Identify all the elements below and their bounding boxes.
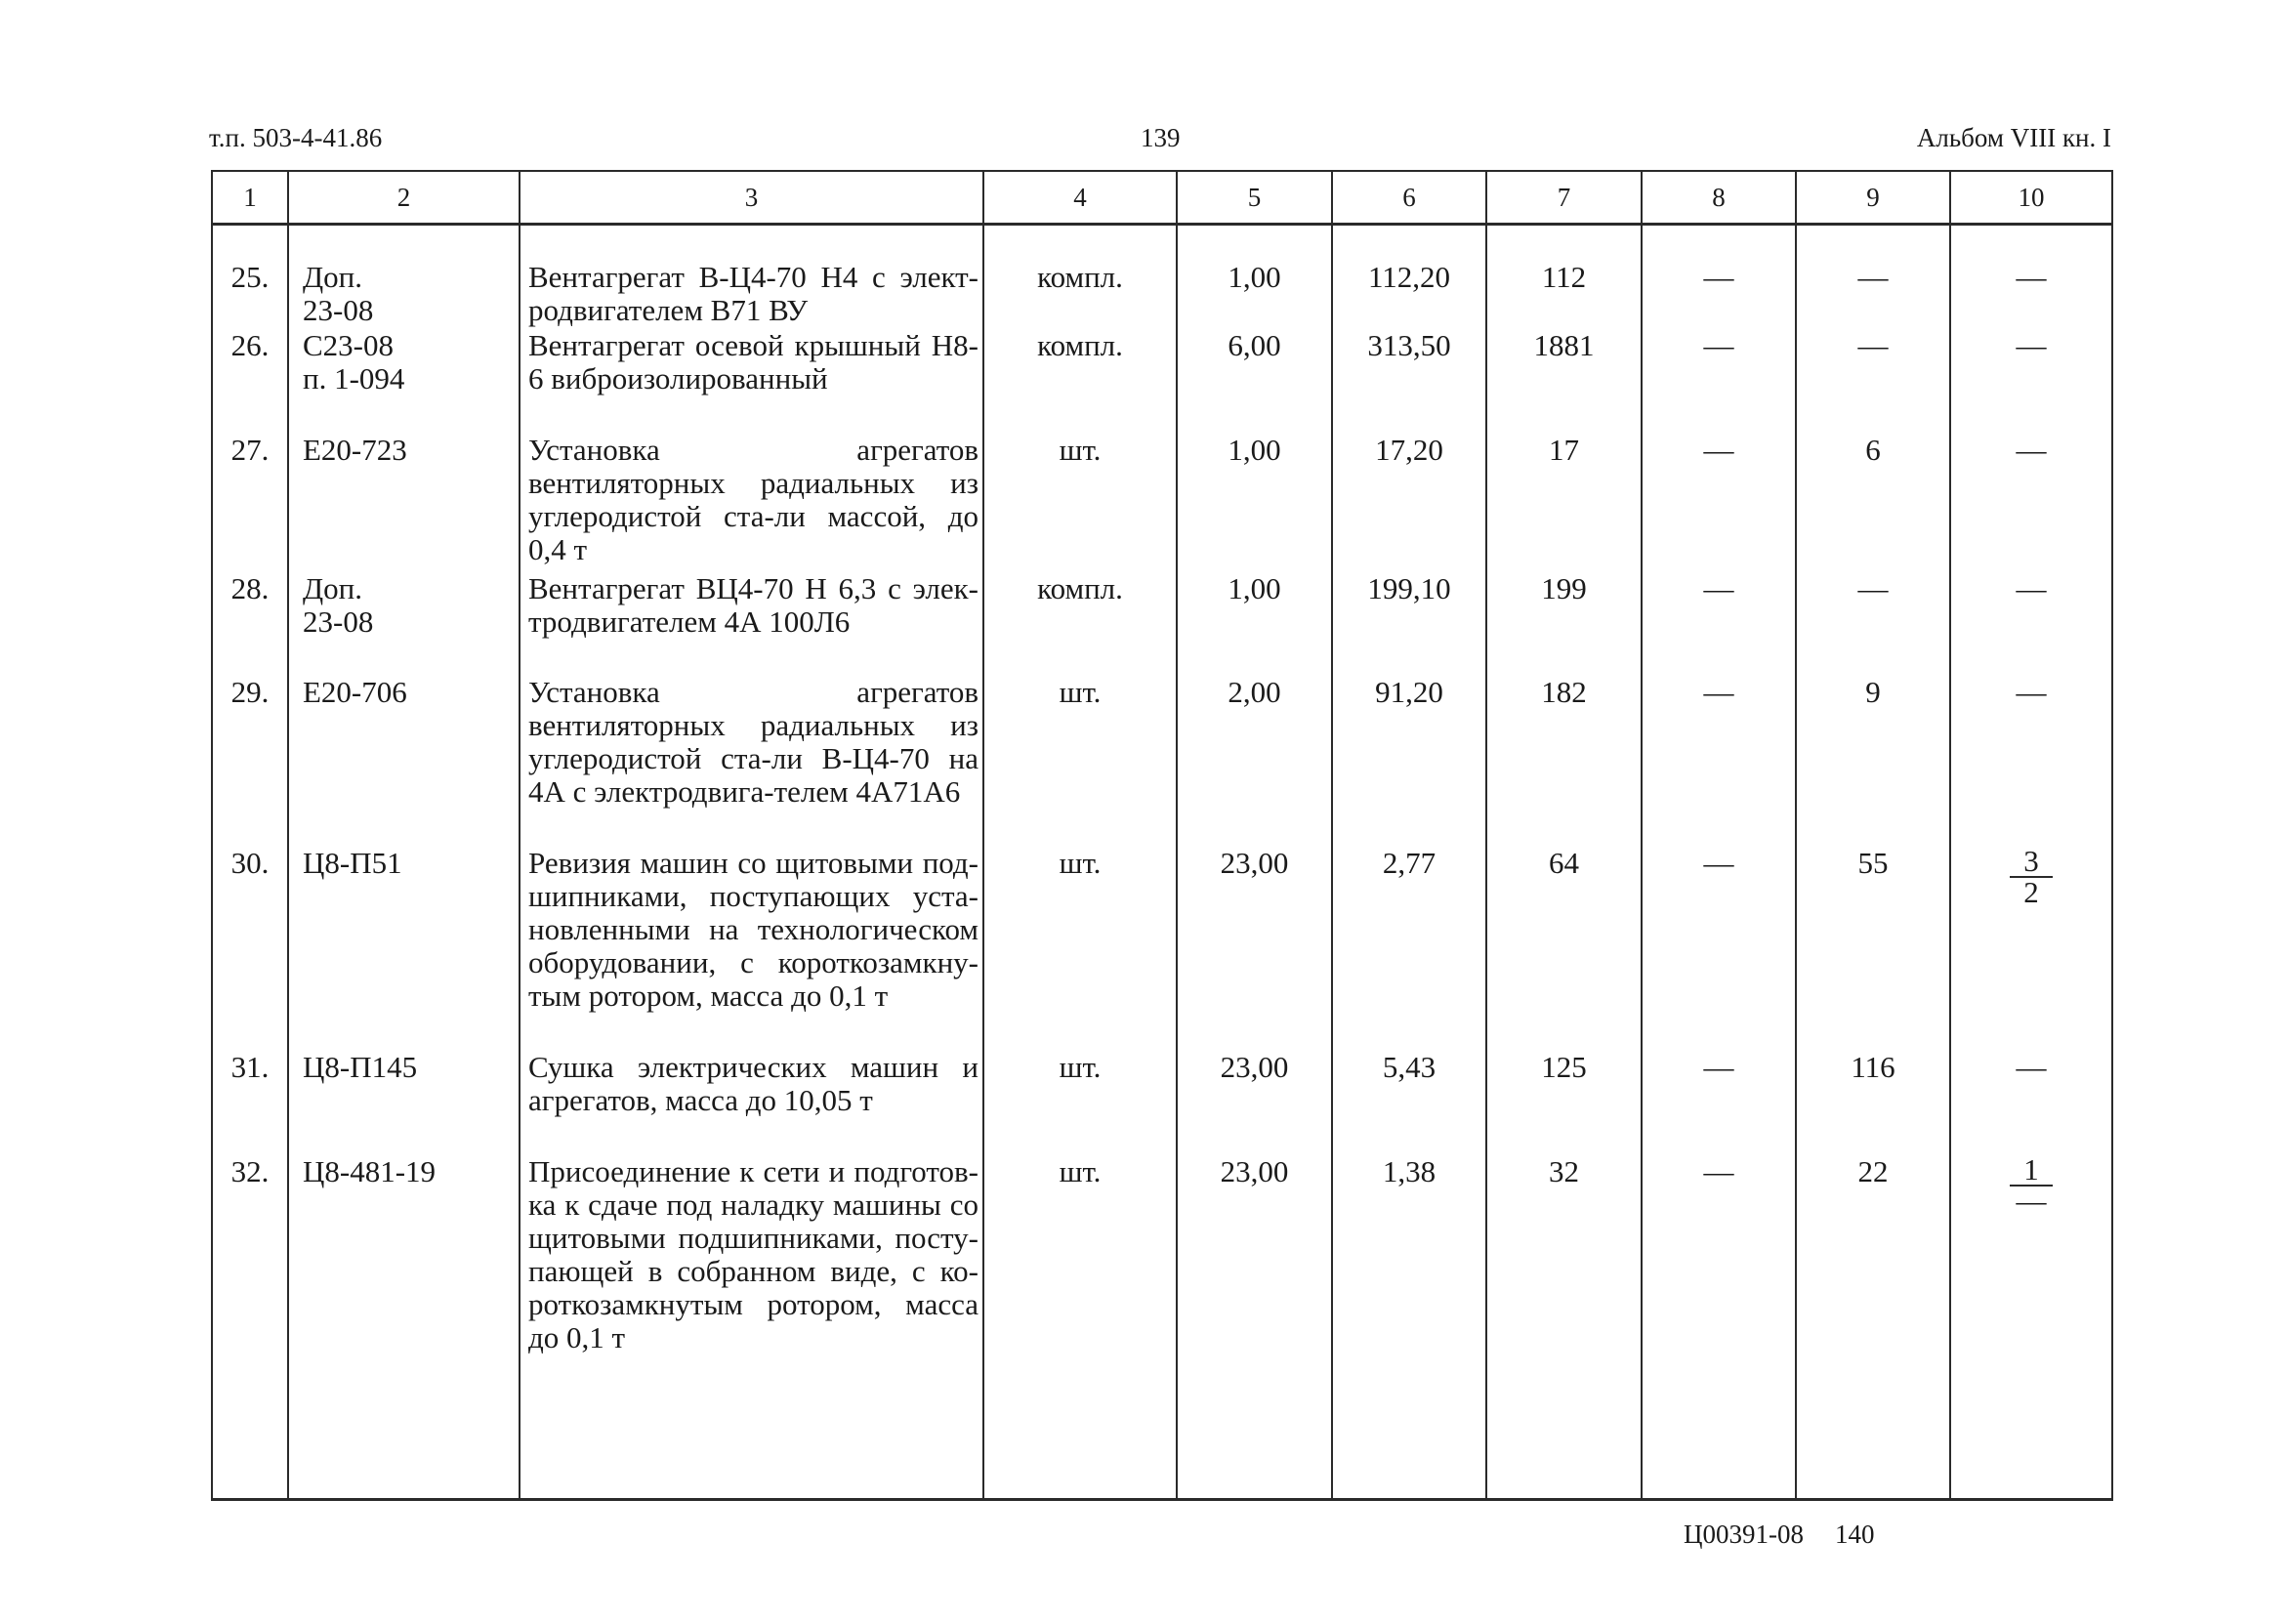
total-cost: 182 (1486, 676, 1642, 847)
rate-code (288, 434, 520, 572)
table-row (212, 329, 2112, 434)
rate-code (288, 847, 520, 1051)
unit-price: 112,20 (1332, 225, 1486, 329)
col10-value: — (1950, 1051, 2112, 1155)
col8-value: — (1642, 1051, 1796, 1155)
col10-value: — (1950, 329, 2112, 434)
rate-code-line: Доп. (303, 260, 362, 294)
unit-price: 313,50 (1332, 329, 1486, 434)
quantity: 6,00 (1177, 329, 1332, 434)
col9-value: 9 (1796, 676, 1950, 847)
rate-code-line: Е20-706 (303, 674, 407, 709)
col-header-1: 1 (212, 171, 288, 225)
work-description: Вентагрегат В-Ц4-70 Н4 с элект-родвигателем В71 ВУ (520, 225, 983, 329)
total-cost: 199 (1486, 572, 1642, 676)
rate-code (288, 1155, 520, 1500)
quantity: 1,00 (1177, 225, 1332, 329)
quantity: 23,00 (1177, 1051, 1332, 1155)
col-header-7: 7 (1486, 171, 1642, 225)
total-cost: 17 (1486, 434, 1642, 572)
col-header-5: 5 (1177, 171, 1332, 225)
rate-code-line: С23-08 (303, 327, 394, 362)
rate-code (288, 1051, 520, 1155)
quantity: 2,00 (1177, 676, 1332, 847)
col-header-9: 9 (1796, 171, 1950, 225)
work-description: Установка агрегатов вентиляторных радиальных из углеродистой ста-ли массой, до 0,4 т (520, 434, 983, 572)
col10-value: — (1950, 434, 2112, 572)
col-header-8: 8 (1642, 171, 1796, 225)
unit: шт. (983, 1155, 1177, 1500)
col8-value: — (1642, 676, 1796, 847)
col10-fraction (1950, 843, 2112, 1051)
col9-value: 22 (1796, 1155, 1950, 1500)
unit-price: 91,20 (1332, 676, 1486, 847)
rate-code (288, 572, 520, 676)
col8-value: — (1642, 329, 1796, 434)
quantity: 1,00 (1177, 572, 1332, 676)
work-description: Присоединение к сети и подготов-ка к сдаче под наладку машины со щитовыми подшипниками, посту-пающей в собранном виде, с ко-роткозамкнутым ротором, масса до 0,1 т (520, 1155, 983, 1500)
col9-value: — (1796, 225, 1950, 329)
col-header-4: 4 (983, 171, 1177, 225)
unit-price: 5,43 (1332, 1051, 1486, 1155)
footer-page-number: 140 (1835, 1520, 1875, 1549)
unit-price: 17,20 (1332, 434, 1486, 572)
fraction (2010, 843, 2053, 909)
unit: шт. (983, 434, 1177, 572)
col9-value: — (1796, 329, 1950, 434)
col8-value: — (1642, 1155, 1796, 1500)
col9-value: 6 (1796, 434, 1950, 572)
row-number: 25. (212, 225, 288, 329)
col10-fraction (1950, 1151, 2112, 1500)
work-description: Ревизия машин со щитовыми под-шипниками, поступающих уста-новленными на технологическом оборудовании, с короткозамкну-тым ротором, масса до 0,1 т (520, 847, 983, 1051)
header-album: Альбом VIII кн. I (1916, 123, 2111, 152)
rate-code-line: Ц8-П145 (303, 1049, 418, 1084)
unit-price: 1,38 (1332, 1155, 1486, 1500)
quantity: 1,00 (1177, 434, 1332, 572)
rate-code-line: Ц8-П51 (303, 845, 402, 880)
unit: компл. (983, 225, 1177, 329)
unit: компл. (983, 329, 1177, 434)
work-description: Сушка электрических машин и агрегатов, масса до 10,05 т (520, 1051, 983, 1155)
quantity: 23,00 (1177, 1155, 1332, 1500)
col9-value: 116 (1796, 1051, 1950, 1155)
header-doc-code: т.п. 503-4-41.86 (209, 123, 383, 152)
col10-value: — (1950, 225, 2112, 329)
total-cost: 1881 (1486, 329, 1642, 434)
header-page-number: 139 (1141, 123, 1181, 152)
col9-value: — (1796, 572, 1950, 676)
row-number: 29. (212, 676, 288, 847)
col8-value: — (1642, 225, 1796, 329)
row-number: 28. (212, 572, 288, 676)
col8-value: — (1642, 847, 1796, 1051)
col8-value: — (1642, 434, 1796, 572)
rate-code-line: Ц8-481-19 (303, 1153, 437, 1188)
table-row (212, 1155, 2112, 1500)
rate-code-line: п. 1-094 (303, 360, 405, 396)
work-description: Установка агрегатов вентиляторных радиальных из углеродистой ста-ли В-Ц4-70 на 4А с электродвига-телем 4А71А6 (520, 676, 983, 847)
table-row (212, 225, 2112, 329)
row-number: 32. (212, 1155, 288, 1500)
footer-doc-code: Ц00391-08 (1684, 1520, 1804, 1549)
unit: шт. (983, 1051, 1177, 1155)
col-header-6: 6 (1332, 171, 1486, 225)
rate-code-line: 23-08 (303, 293, 374, 327)
unit-price: 2,77 (1332, 847, 1486, 1051)
row-number: 27. (212, 434, 288, 572)
estimate-table (211, 170, 2113, 1501)
table-row (212, 1051, 2112, 1155)
footer (1684, 1520, 1906, 1550)
col9-value: 55 (1796, 847, 1950, 1051)
unit-price: 199,10 (1332, 572, 1486, 676)
col-header-3: 3 (520, 171, 983, 225)
rate-code (288, 225, 520, 329)
rate-code (288, 676, 520, 847)
work-description: Вентагрегат ВЦ4-70 Н 6,3 с элек-тродвигателем 4А 100Л6 (520, 572, 983, 676)
col-header-2: 2 (288, 171, 520, 225)
row-number: 26. (212, 329, 288, 434)
row-number: 31. (212, 1051, 288, 1155)
column-number-row (212, 171, 2112, 225)
quantity: 23,00 (1177, 847, 1332, 1051)
table-row (212, 434, 2112, 572)
fraction-numerator: 3 (2010, 847, 2053, 878)
col-header-10: 10 (1950, 171, 2112, 225)
total-cost: 112 (1486, 225, 1642, 329)
table-row (212, 847, 2112, 1051)
total-cost: 32 (1486, 1155, 1642, 1500)
col8-value: — (1642, 572, 1796, 676)
rate-code (288, 329, 520, 434)
table-row (212, 572, 2112, 676)
col10-value: — (1950, 572, 2112, 676)
rate-code-line: Доп. (303, 570, 362, 605)
table-row (212, 676, 2112, 847)
unit: шт. (983, 847, 1177, 1051)
rate-code-line: Е20-723 (303, 432, 407, 467)
total-cost: 64 (1486, 847, 1642, 1051)
fraction-numerator: 1 (2010, 1155, 2053, 1187)
unit: шт. (983, 676, 1177, 847)
total-cost: 125 (1486, 1051, 1642, 1155)
fraction-denominator: — (2016, 1183, 2047, 1218)
col10-value: — (1950, 676, 2112, 847)
fraction-denominator: 2 (2023, 874, 2039, 909)
work-description: Вентагрегат осевой крышный Н8-6 виброизолированный (520, 329, 983, 434)
unit: компл. (983, 572, 1177, 676)
row-number: 30. (212, 847, 288, 1051)
fraction (2010, 1151, 2053, 1218)
rate-code-line: 23-08 (303, 604, 374, 639)
